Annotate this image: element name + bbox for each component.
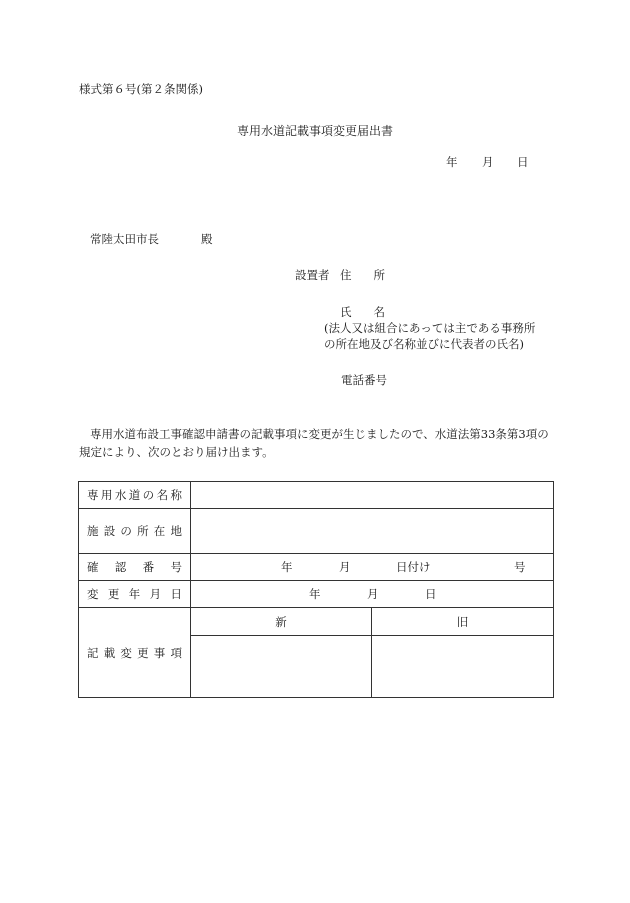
- name-char-2: 名: [373, 305, 385, 319]
- recipient-honorific: 殿: [201, 232, 213, 246]
- date-month-label: 月: [482, 155, 494, 169]
- field-new-content[interactable]: [191, 636, 372, 698]
- applicant-note-line1: (法人又は組合にあっては主である事務所: [324, 321, 536, 335]
- change-year-unit: 年: [309, 587, 321, 601]
- column-header-new: 新: [191, 608, 372, 636]
- table-row: [79, 581, 554, 608]
- confirm-dated-unit: 日付け: [396, 560, 431, 574]
- change-day-unit: 日: [425, 587, 437, 601]
- form-table: [78, 481, 554, 698]
- label-change-date: 変更年月日: [79, 581, 191, 608]
- applicant-name-label: [340, 307, 385, 319]
- recipient: [90, 234, 213, 246]
- address-char-1: 住: [340, 268, 352, 282]
- applicant-address-label: [340, 270, 385, 282]
- body-text-line2: 規定により、次のとおり届け出ます。: [79, 445, 274, 459]
- applicant-note-line2: の所在地及び名称並びに代表者の氏名): [324, 337, 524, 351]
- form-id: 様式第６号(第２条関係): [79, 82, 203, 96]
- date-day-label: 日: [517, 155, 529, 169]
- confirm-month-unit: 月: [339, 560, 351, 574]
- field-waterworks-name[interactable]: [191, 482, 554, 509]
- body-text-line1: 専用水道布設工事確認申請書の記載事項に変更が生じましたので、水道法第33条第3項の: [90, 427, 549, 441]
- label-waterworks-name: 専用水道の名称: [79, 482, 191, 509]
- recipient-name: 常陸太田市長: [90, 232, 159, 246]
- label-confirmation-number: 確認番号: [79, 554, 191, 581]
- applicant-phone-label: 電話番号: [341, 373, 387, 387]
- table-row: [79, 509, 554, 554]
- field-confirmation-number[interactable]: [191, 554, 554, 581]
- label-changed-items: 記載変更事項: [79, 608, 191, 698]
- column-header-old: 旧: [372, 608, 554, 636]
- date-year-label: 年: [446, 155, 458, 169]
- change-month-unit: 月: [367, 587, 379, 601]
- document-title: 専用水道記載事項変更届出書: [236, 124, 393, 138]
- confirm-year-unit: 年: [281, 560, 293, 574]
- field-facility-location[interactable]: [191, 509, 554, 554]
- name-char-1: 氏: [340, 305, 352, 319]
- label-facility-location: 施設の所在地: [79, 509, 191, 554]
- confirm-number-unit: 号: [514, 560, 526, 574]
- applicant-label: 設置者: [295, 268, 330, 282]
- table-row: [79, 608, 554, 636]
- address-char-2: 所: [373, 268, 385, 282]
- field-change-date[interactable]: [191, 581, 554, 608]
- table-row: [79, 554, 554, 581]
- table-row: [79, 482, 554, 509]
- field-old-content[interactable]: [372, 636, 554, 698]
